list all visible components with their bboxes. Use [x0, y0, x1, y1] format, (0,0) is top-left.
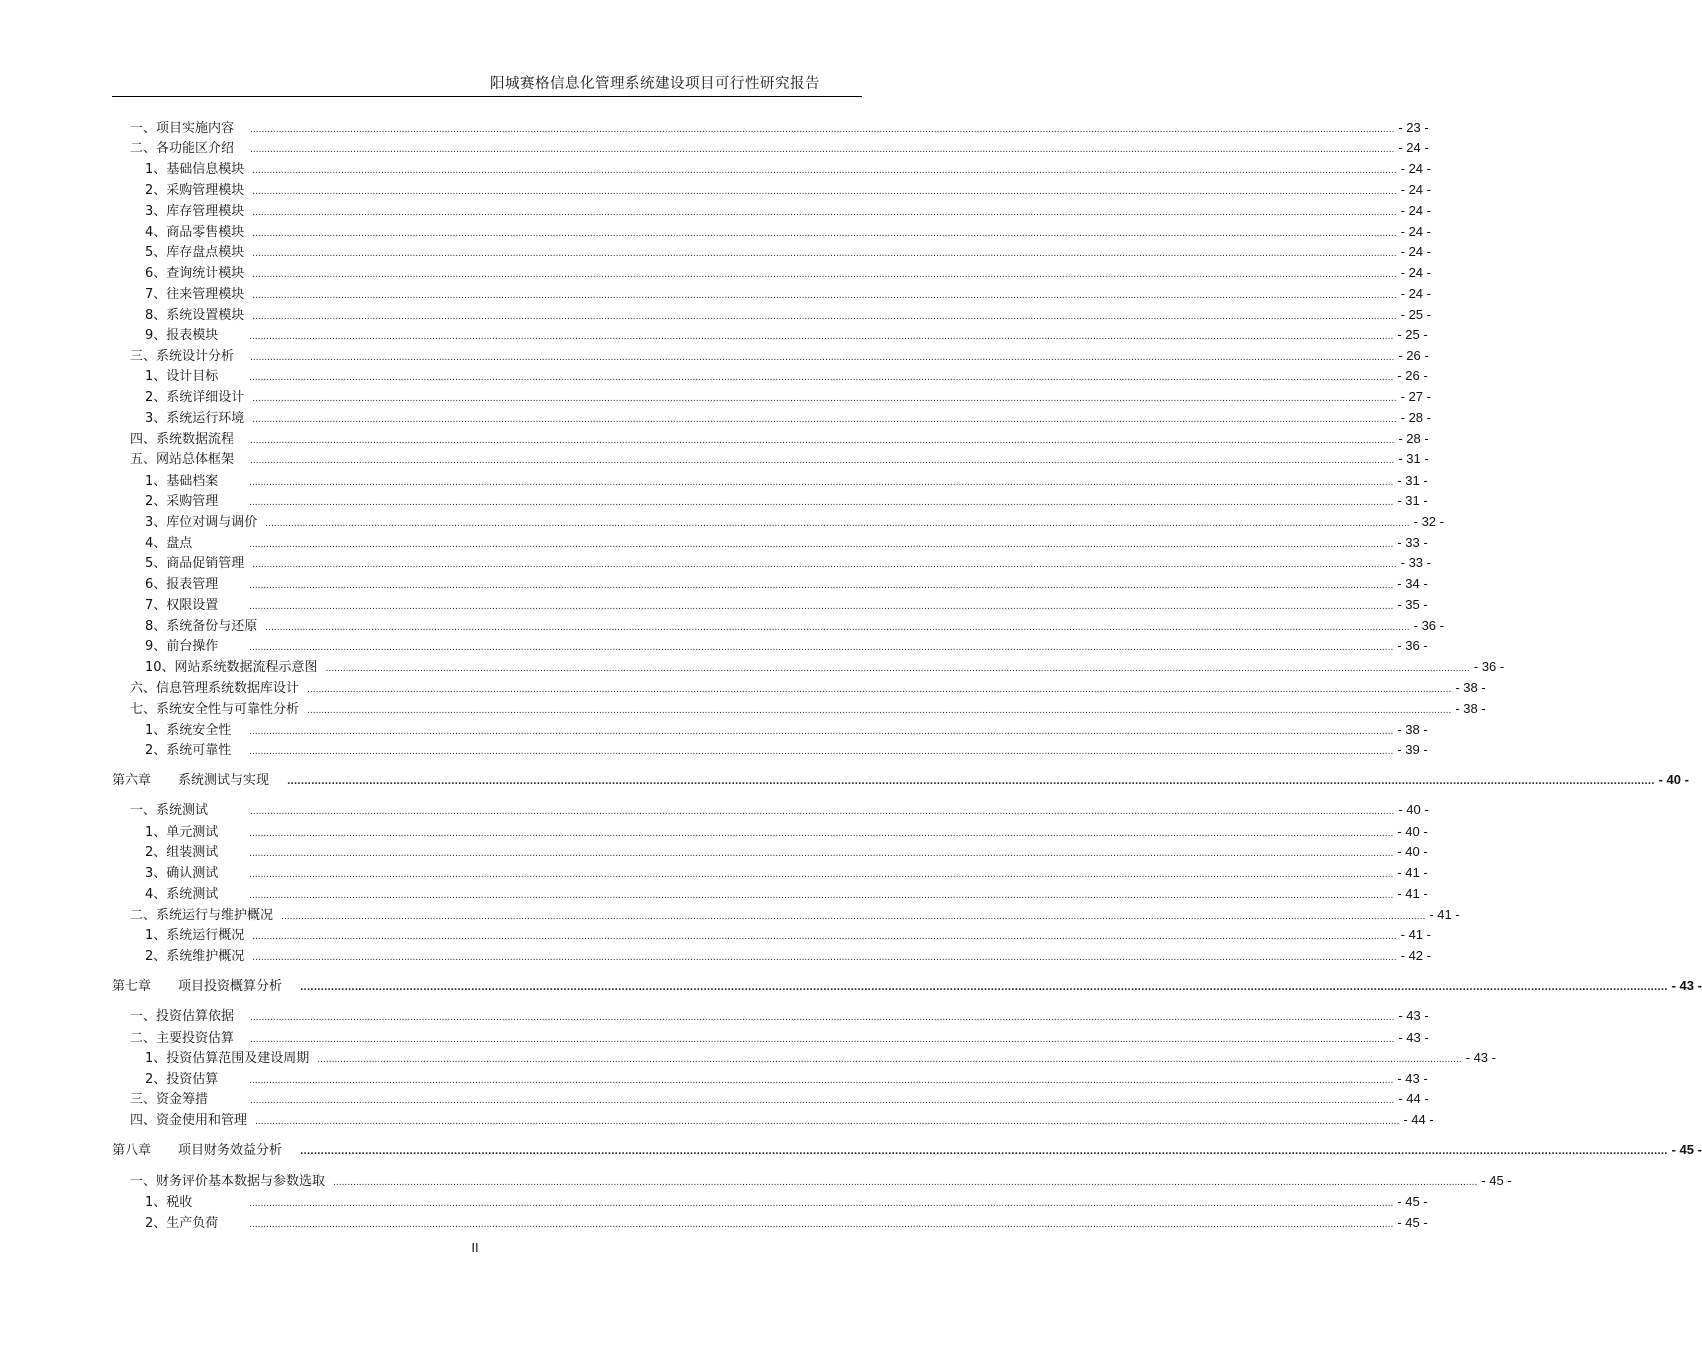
toc-entry-row[interactable]: [145, 658, 1505, 676]
toc-chapter-row[interactable]: [112, 771, 1689, 789]
toc-entry-label: 3、系统运行环境: [145, 411, 245, 426]
toc-entry-label: 2、系统详细设计: [145, 390, 245, 405]
toc-dot-leader: ................................................................................................................................................................................................................................................................................................................................................................................................................: [252, 953, 1397, 963]
toc-entry-row[interactable]: [145, 1049, 1496, 1067]
toc-page-number: - 45 -: [1397, 1215, 1428, 1230]
toc-page-number: - 40 -: [1398, 802, 1429, 817]
toc-page-number: - 26 -: [1398, 348, 1429, 363]
toc-chapter-row[interactable]: [112, 977, 1702, 995]
toc-entry-row[interactable]: [145, 596, 1428, 614]
toc-page-number: - 36 -: [1413, 618, 1444, 633]
toc-dot-leader: ................................................................................................................................................................................................................................................................................................................................................................................................................: [249, 1076, 1394, 1086]
toc-page-number: - 26 -: [1397, 368, 1428, 383]
toc-entry-row[interactable]: [130, 906, 1460, 924]
toc-entry-row[interactable]: [145, 472, 1428, 490]
toc-entry-row[interactable]: [130, 1029, 1429, 1047]
toc-page-number: - 43 -: [1671, 978, 1702, 993]
document-header-title: 阳城赛格信息化管理系统建设项目可行性研究报告: [490, 76, 820, 92]
toc-entry-row[interactable]: [130, 450, 1429, 468]
toc-entry-row[interactable]: [145, 864, 1428, 882]
toc-entry-label: 7、权限设置: [145, 598, 219, 613]
chapter-number: 第七章: [112, 979, 152, 994]
toc-entry-label: 二、系统运行与维护概况: [130, 908, 274, 923]
toc-page-number: - 33 -: [1397, 535, 1428, 550]
toc-dot-leader: ................................................................................................................................................................................................................................................................................................................................................................................................................: [307, 685, 1452, 695]
toc-entry-row[interactable]: [145, 264, 1431, 282]
toc-entry-row[interactable]: [145, 926, 1431, 944]
toc-dot-leader: ................................................................................................................................................................................................................................................................................................................................................................................................................: [249, 1220, 1394, 1230]
toc-entry-row[interactable]: [130, 801, 1429, 819]
toc-page-number: - 31 -: [1397, 493, 1428, 508]
toc-page-number: - 23 -: [1398, 120, 1429, 135]
toc-entry-row[interactable]: [130, 430, 1429, 448]
chapter-number: 第八章: [112, 1143, 152, 1158]
toc-entry-row[interactable]: [145, 181, 1431, 199]
toc-entry-label: 2、系统可靠性: [145, 743, 232, 758]
toc-dot-leader: ................................................................................................................................................................................................................................................................................................................................................................................................................: [252, 229, 1397, 239]
toc-dot-leader: ................................................................................................................................................................................................................................................................................................................................................................................................................: [325, 664, 1470, 674]
toc-page-number: - 38 -: [1455, 701, 1486, 716]
toc-entry-label: 5、库存盘点模块: [145, 245, 245, 260]
toc-entry-row[interactable]: [130, 347, 1429, 365]
toc-page-number: - 28 -: [1400, 410, 1431, 425]
toc-entry-label: 七、系统安全性与可靠性分析: [130, 702, 300, 717]
toc-dot-leader: ................................................................................................................................................................................................................................................................................................................................................................................................................: [252, 312, 1397, 322]
toc-page-number: - 31 -: [1397, 473, 1428, 488]
toc-entry-label: 1、系统安全性: [145, 723, 232, 738]
toc-entry-row[interactable]: [145, 285, 1431, 303]
toc-entry-row[interactable]: [145, 637, 1428, 655]
toc-entry-label: 5、商品促销管理: [145, 556, 245, 571]
toc-entry-label: 2、投资估算: [145, 1072, 219, 1087]
toc-dot-leader: ................................................................................................................................................................................................................................................................................................................................................................................................................: [252, 166, 1397, 176]
toc-entry-row[interactable]: [130, 1007, 1429, 1025]
toc-page-number: - 43 -: [1397, 1071, 1428, 1086]
toc-entry-row[interactable]: [145, 1070, 1428, 1088]
toc-entry-label: 1、系统运行概况: [145, 928, 245, 943]
toc-dot-leader: ................................................................................................................................................................................................................................................................................................................................................................................................................: [250, 436, 1395, 446]
toc-page-number: - 24 -: [1400, 286, 1431, 301]
toc-dot-leader: ................................................................................................................................................................................................................................................................................................................................................................................................................: [252, 249, 1397, 259]
toc-chapter-row[interactable]: [112, 1141, 1702, 1159]
toc-entry-label: 2、采购管理模块: [145, 183, 245, 198]
toc-dot-leader: ................................................................................................................................................................................................................................................................................................................................................................................................................: [249, 870, 1394, 880]
toc-dot-leader: ................................................................................................................................................................................................................................................................................................................................................................................................................: [252, 291, 1397, 301]
toc-entry-label: 二、各功能区介绍: [130, 141, 235, 156]
toc-entry-label: 一、系统测试: [130, 803, 209, 818]
toc-page-number: - 34 -: [1397, 576, 1428, 591]
toc-dot-leader: ................................................................................................................................................................................................................................................................................................................................................................................................................: [249, 602, 1394, 612]
toc-page-number: - 25 -: [1400, 307, 1431, 322]
toc-dot-leader: ................................................................................................................................................................................................................................................................................................................................................................................................................: [250, 1013, 1395, 1023]
toc-entry-label: 4、系统测试: [145, 887, 219, 902]
toc-entry-row[interactable]: [130, 1090, 1429, 1108]
toc-entry-label: 一、项目实施内容: [130, 121, 235, 136]
toc-entry-row[interactable]: [145, 1193, 1428, 1211]
toc-page-number: - 45 -: [1671, 1142, 1702, 1157]
toc-page-number: - 41 -: [1429, 907, 1460, 922]
toc-page-number: - 45 -: [1481, 1173, 1512, 1188]
toc-entry-row[interactable]: [130, 700, 1486, 718]
toc-page-number: - 38 -: [1397, 722, 1428, 737]
toc-page-number: - 40 -: [1397, 824, 1428, 839]
toc-entry-label: 三、系统设计分析: [130, 349, 235, 364]
toc-entry-row[interactable]: [145, 741, 1428, 759]
toc-entry-label: 1、单元测试: [145, 825, 219, 840]
toc-dot-leader: ................................................................................................................................................................................................................................................................................................................................................................................................................: [250, 456, 1395, 466]
toc-page-number: - 24 -: [1400, 203, 1431, 218]
toc-dot-leader: ................................................................................................................................................................................................................................................................................................................................................................................................................: [249, 643, 1394, 653]
toc-entry-row[interactable]: [130, 119, 1429, 137]
toc-page-number: - 33 -: [1400, 555, 1431, 570]
toc-dot-leader: ................................................................................................................................................................................................................................................................................................................................................................................................................: [249, 498, 1394, 508]
toc-entry-label: 1、基础信息模块: [145, 162, 245, 177]
toc-dot-leader: ................................................................................................................................................................................................................................................................................................................................................................................................................: [252, 187, 1397, 197]
toc-dot-leader: ................................................................................................................................................................................................................................................................................................................................................................................................................: [252, 208, 1397, 218]
toc-page-number: - 32 -: [1413, 514, 1444, 529]
toc-entry-row[interactable]: [145, 388, 1431, 406]
toc-entry-row[interactable]: [145, 306, 1431, 324]
toc-entry-label: 二、主要投资估算: [130, 1031, 235, 1046]
toc-entry-row[interactable]: [145, 326, 1428, 344]
toc-entry-label: 2、生产负荷: [145, 1216, 219, 1231]
toc-dot-leader: ................................................................................................................................................................................................................................................................................................................................................................................................................: [300, 983, 1668, 993]
toc-dot-leader: ................................................................................................................................................................................................................................................................................................................................................................................................................: [250, 1096, 1395, 1106]
toc-entry-label: 一、财务评价基本数据与参数选取: [130, 1174, 326, 1189]
toc-entry-label: 2、系统维护概况: [145, 949, 245, 964]
toc-entry-label: 六、信息管理系统数据库设计: [130, 681, 300, 696]
toc-dot-leader: ................................................................................................................................................................................................................................................................................................................................................................................................................: [252, 560, 1397, 570]
toc-entry-row[interactable]: [145, 575, 1428, 593]
toc-dot-leader: ................................................................................................................................................................................................................................................................................................................................................................................................................: [250, 1035, 1395, 1045]
toc-page-number: - 42 -: [1400, 948, 1431, 963]
chapter-title: 系统测试与实现: [178, 773, 270, 788]
chapter-title: 项目投资概算分析: [178, 979, 283, 994]
toc-entry-row[interactable]: [145, 885, 1428, 903]
toc-entry-label: 2、组装测试: [145, 845, 219, 860]
toc-entry-label: 9、前台操作: [145, 639, 219, 654]
toc-entry-label: 7、往来管理模块: [145, 287, 245, 302]
toc-entry-row[interactable]: [145, 947, 1431, 965]
toc-entry-row[interactable]: [145, 243, 1431, 261]
toc-page-number: - 27 -: [1400, 389, 1431, 404]
toc-page-number: - 31 -: [1398, 451, 1429, 466]
toc-dot-leader: ................................................................................................................................................................................................................................................................................................................................................................................................................: [255, 1117, 1400, 1127]
toc-entry-label: 10、网站系统数据流程示意图: [145, 660, 318, 675]
toc-entry-label: 9、报表模块: [145, 328, 219, 343]
toc-entry-label: 1、投资估算范围及建设周期: [145, 1051, 310, 1066]
toc-dot-leader: ................................................................................................................................................................................................................................................................................................................................................................................................................: [307, 706, 1452, 716]
toc-page-number: - 24 -: [1400, 224, 1431, 239]
toc-entry-row[interactable]: [145, 843, 1428, 861]
toc-dot-leader: ................................................................................................................................................................................................................................................................................................................................................................................................................: [252, 270, 1397, 280]
toc-dot-leader: ................................................................................................................................................................................................................................................................................................................................................................................................................: [252, 415, 1397, 425]
page-number: II: [471, 1240, 479, 1255]
toc-entry-label: 三、资金筹措: [130, 1092, 209, 1107]
toc-entry-label: [112, 1142, 282, 1160]
toc-entry-label: 6、查询统计模块: [145, 266, 245, 281]
toc-dot-leader: ................................................................................................................................................................................................................................................................................................................................................................................................................: [249, 373, 1394, 383]
toc-dot-leader: ................................................................................................................................................................................................................................................................................................................................................................................................................: [249, 540, 1394, 550]
toc-entry-row[interactable]: [130, 1111, 1434, 1129]
toc-dot-leader: ................................................................................................................................................................................................................................................................................................................................................................................................................: [249, 478, 1394, 488]
toc-entry-label: 3、库位对调与调价: [145, 515, 258, 530]
toc-entry-label: 2、采购管理: [145, 494, 219, 509]
toc-entry-label: 4、商品零售模块: [145, 225, 245, 240]
toc-dot-leader: ................................................................................................................................................................................................................................................................................................................................................................................................................: [333, 1178, 1478, 1188]
toc-dot-leader: ................................................................................................................................................................................................................................................................................................................................................................................................................: [250, 807, 1395, 817]
toc-page-number: - 41 -: [1400, 927, 1431, 942]
toc-page-number: - 24 -: [1400, 265, 1431, 280]
toc-dot-leader: ................................................................................................................................................................................................................................................................................................................................................................................................................: [249, 747, 1394, 757]
toc-page-number: - 43 -: [1398, 1008, 1429, 1023]
toc-entry-label: 8、系统备份与还原: [145, 619, 258, 634]
toc-entry-row[interactable]: [130, 679, 1486, 697]
toc-dot-leader: ................................................................................................................................................................................................................................................................................................................................................................................................................: [250, 145, 1395, 155]
toc-entry-label: 3、确认测试: [145, 866, 219, 881]
toc-page-number: - 40 -: [1397, 844, 1428, 859]
toc-entry-row[interactable]: [145, 534, 1428, 552]
toc-dot-leader: ................................................................................................................................................................................................................................................................................................................................................................................................................: [287, 777, 1655, 787]
toc-dot-leader: ................................................................................................................................................................................................................................................................................................................................................................................................................: [249, 891, 1394, 901]
chapter-title: 项目财务效益分析: [178, 1143, 283, 1158]
toc-dot-leader: ................................................................................................................................................................................................................................................................................................................................................................................................................: [249, 727, 1394, 737]
toc-dot-leader: ................................................................................................................................................................................................................................................................................................................................................................................................................: [249, 849, 1394, 859]
toc-dot-leader: ................................................................................................................................................................................................................................................................................................................................................................................................................: [281, 912, 1426, 922]
toc-page-number: - 24 -: [1398, 140, 1429, 155]
toc-page-number: - 45 -: [1397, 1194, 1428, 1209]
toc-entry-row[interactable]: [145, 823, 1428, 841]
toc-entry-row[interactable]: [145, 617, 1444, 635]
toc-entry-label: 一、投资估算依据: [130, 1009, 235, 1024]
toc-page-number: - 41 -: [1397, 886, 1428, 901]
toc-page-number: - 24 -: [1400, 244, 1431, 259]
toc-entry-label: 1、基础档案: [145, 474, 219, 489]
toc-entry-row[interactable]: [145, 202, 1431, 220]
toc-entry-row[interactable]: [145, 1214, 1428, 1232]
toc-page-number: - 40 -: [1658, 772, 1689, 787]
toc-page-number: - 24 -: [1400, 161, 1431, 176]
toc-entry-label: 四、资金使用和管理: [130, 1113, 248, 1128]
toc-dot-leader: ................................................................................................................................................................................................................................................................................................................................................................................................................: [252, 932, 1397, 942]
toc-page-number: - 25 -: [1397, 327, 1428, 342]
toc-entry-row[interactable]: [145, 513, 1444, 531]
toc-entry-label: 1、设计目标: [145, 369, 219, 384]
toc-page-number: - 24 -: [1400, 182, 1431, 197]
toc-page-number: - 43 -: [1465, 1050, 1496, 1065]
toc-entry-label: 1、税收: [145, 1195, 193, 1210]
toc-page-number: - 41 -: [1397, 865, 1428, 880]
toc-dot-leader: ................................................................................................................................................................................................................................................................................................................................................................................................................: [252, 394, 1397, 404]
toc-entry-row[interactable]: [145, 721, 1428, 739]
toc-entry-row[interactable]: [130, 139, 1429, 157]
toc-page-number: - 35 -: [1397, 597, 1428, 612]
toc-dot-leader: ................................................................................................................................................................................................................................................................................................................................................................................................................: [250, 353, 1395, 363]
toc-entry-label: 五、网站总体框架: [130, 452, 235, 467]
toc-entry-label: [112, 978, 282, 996]
toc-page-number: - 36 -: [1473, 659, 1505, 674]
toc-entry-row[interactable]: [145, 409, 1431, 427]
toc-entry-row[interactable]: [145, 160, 1431, 178]
toc-page-number: - 39 -: [1397, 742, 1428, 757]
toc-dot-leader: ................................................................................................................................................................................................................................................................................................................................................................................................................: [249, 332, 1394, 342]
toc-entry-row[interactable]: [145, 492, 1428, 510]
toc-page-number: - 36 -: [1397, 638, 1428, 653]
toc-dot-leader: ................................................................................................................................................................................................................................................................................................................................................................................................................: [300, 1147, 1668, 1157]
toc-entry-label: 3、库存管理模块: [145, 204, 245, 219]
toc-entry-label: 6、报表管理: [145, 577, 219, 592]
toc-page-number: - 28 -: [1398, 431, 1429, 446]
toc-entry-row[interactable]: [130, 1172, 1512, 1190]
toc-dot-leader: ................................................................................................................................................................................................................................................................................................................................................................................................................: [265, 519, 1410, 529]
toc-page-number: - 38 -: [1455, 680, 1486, 695]
toc-dot-leader: ................................................................................................................................................................................................................................................................................................................................................................................................................: [250, 125, 1395, 135]
toc-dot-leader: ................................................................................................................................................................................................................................................................................................................................................................................................................: [317, 1055, 1462, 1065]
toc-entry-label: 8、系统设置模块: [145, 308, 245, 323]
toc-entry-label: [112, 772, 269, 790]
toc-page-number: - 43 -: [1398, 1030, 1429, 1045]
toc-entry-label: 4、盘点: [145, 536, 193, 551]
toc-page-number: - 44 -: [1403, 1112, 1434, 1127]
toc-dot-leader: ................................................................................................................................................................................................................................................................................................................................................................................................................: [249, 1199, 1394, 1209]
toc-entry-label: 四、系统数据流程: [130, 432, 235, 447]
toc-entry-row[interactable]: [145, 223, 1431, 241]
chapter-number: 第六章: [112, 773, 152, 788]
toc-dot-leader: ................................................................................................................................................................................................................................................................................................................................................................................................................: [265, 623, 1410, 633]
toc-page-number: - 44 -: [1398, 1091, 1429, 1106]
toc-dot-leader: ................................................................................................................................................................................................................................................................................................................................................................................................................: [249, 829, 1394, 839]
toc-entry-row[interactable]: [145, 554, 1431, 572]
toc-entry-row[interactable]: [145, 367, 1428, 385]
toc-dot-leader: ................................................................................................................................................................................................................................................................................................................................................................................................................: [249, 581, 1394, 591]
